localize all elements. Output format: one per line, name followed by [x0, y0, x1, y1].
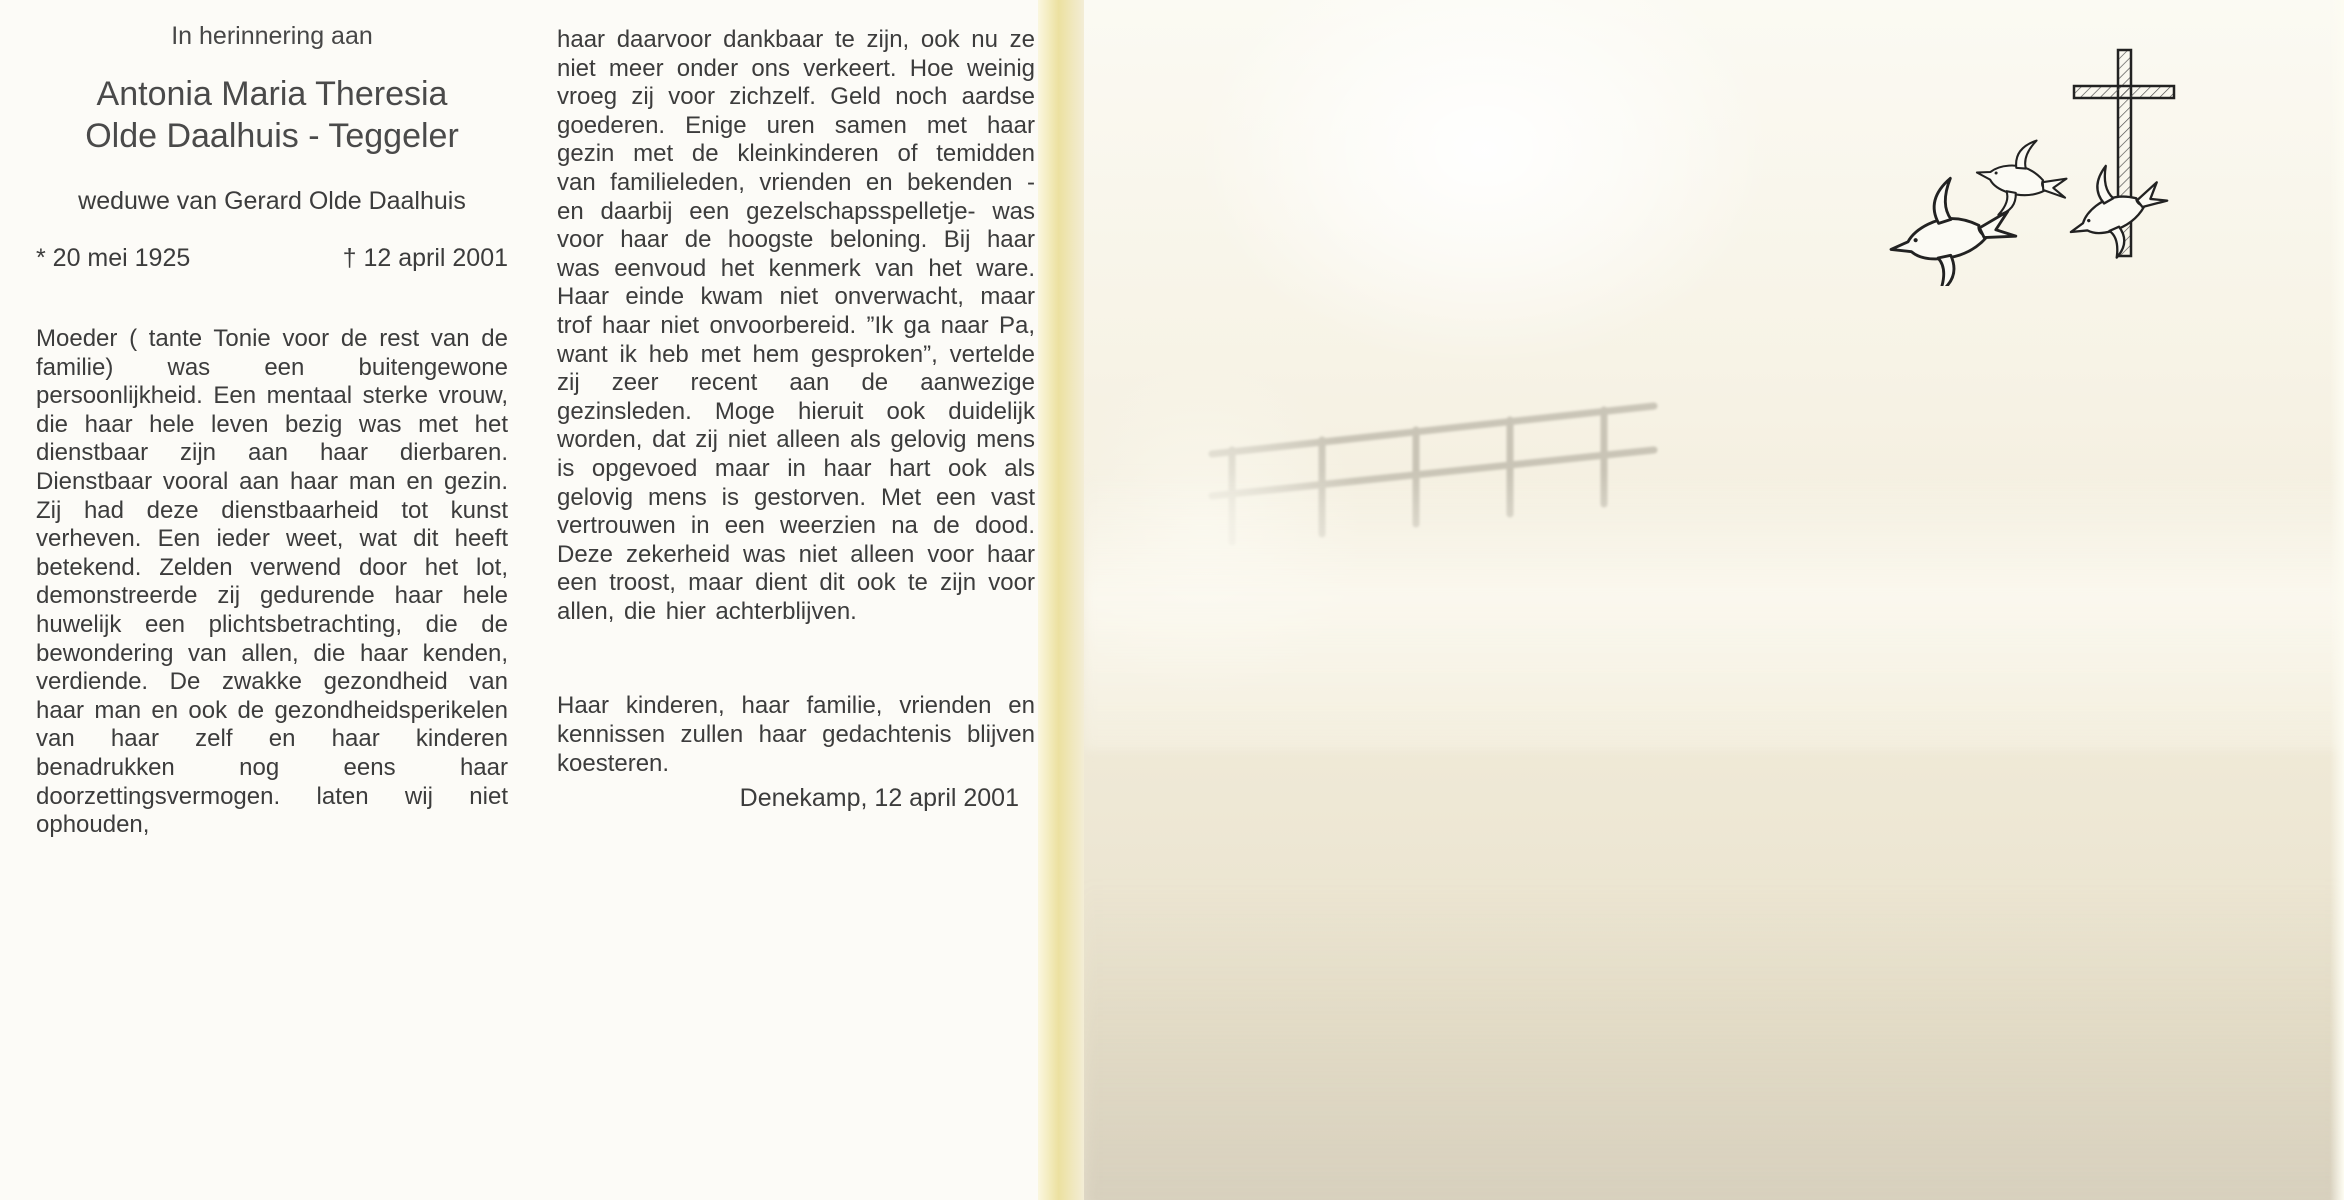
memorial-header: In herinnering aan — [171, 22, 373, 50]
sun-glow — [1194, 0, 1774, 370]
biography-paragraph-left: Moeder ( tante Tonie voor de rest van de familie) was een buitengewone persoonlijkheid. Een mentaal sterke vrouw, die haar hele leven bezig was met het dienstbaar zijn aan haar dierbaren. Dienstbaar vooral aan haar man en gezin. Zij had deze dienstbaarheid tot kunst verheven. Een ieder weet, wat dit heeft betekend. Zelden verwend door het lot, demonstreerde zij gedurende haar hele huwelijk een plichtsbetrachting, die de bewondering van allen, die haar kenden, verdiende. De zwakke gezondheid van haar man en ook de gezondheidsperikelen van haar zelf en haar kinderen benadrukken nog eens haar doorzettingsvermogen. laten wij niet ophouden, — [36, 325, 508, 839]
life-dates — [36, 244, 508, 273]
biography-paragraph-middle: haar daarvoor dankbaar te zijn, ook nu ze niet meer onder ons verkeert. Hoe weinig vroeg zij voor zichzelf. Geld noch aardse goederen. Enige uren samen met haar gezin met de kleinkinderen of temidden van familieleden, vrienden en bekenden -en daarbij een gezelschapsspelletje- was voor haar de hoogste beloning. Bij haar was eenvoud het kenmerk van het ware. Haar einde kwam niet onverwacht, maar trof haar niet onvoorbereid. ”Ik ga naar Pa, want ik heb met hem gesproken”, vertelde zij zeer recent aan de aanwezige gezinsleden. Moge hieruit ook duidelijk worden, dat zij niet alleen als gelovig mens is opgevoed maar in haar hart ook als gelovig mens is gestorven. Met een vast vertrouwen in een weerzien na de dood. Deze zekerheid was niet alleen voor haar een troost, maar dient dit ook te zijn voor allen, die hier achterblijven. — [557, 26, 1035, 625]
doves-icon — [1879, 131, 2180, 286]
death-date: † 12 april 2001 — [342, 244, 508, 272]
memorial-photo-panel — [1084, 0, 2344, 1200]
birth-date: * 20 mei 1925 — [36, 244, 191, 272]
mist-shadow — [1084, 880, 2344, 1200]
cross-and-doves-art — [1874, 46, 2194, 286]
scan-edge-strip — [1038, 0, 1084, 1200]
deceased-name — [36, 73, 508, 157]
place-date: Denekamp, 12 april 2001 — [739, 784, 1019, 813]
relation-line: weduwe van Gerard Olde Daalhuis — [78, 187, 466, 215]
middle-column — [557, 26, 1035, 813]
name-line-1: Antonia Maria Theresia — [96, 75, 448, 113]
fog-band — [1084, 470, 2344, 750]
name-line-2: Olde Daalhuis - Teggeler — [85, 117, 459, 155]
closing-paragraph: Haar kinderen, haar familie, vrienden en kennissen zullen haar gedachtenis blijven koesteren. — [557, 692, 1035, 777]
scan-right-edge — [2330, 0, 2344, 1200]
left-column — [36, 22, 508, 840]
